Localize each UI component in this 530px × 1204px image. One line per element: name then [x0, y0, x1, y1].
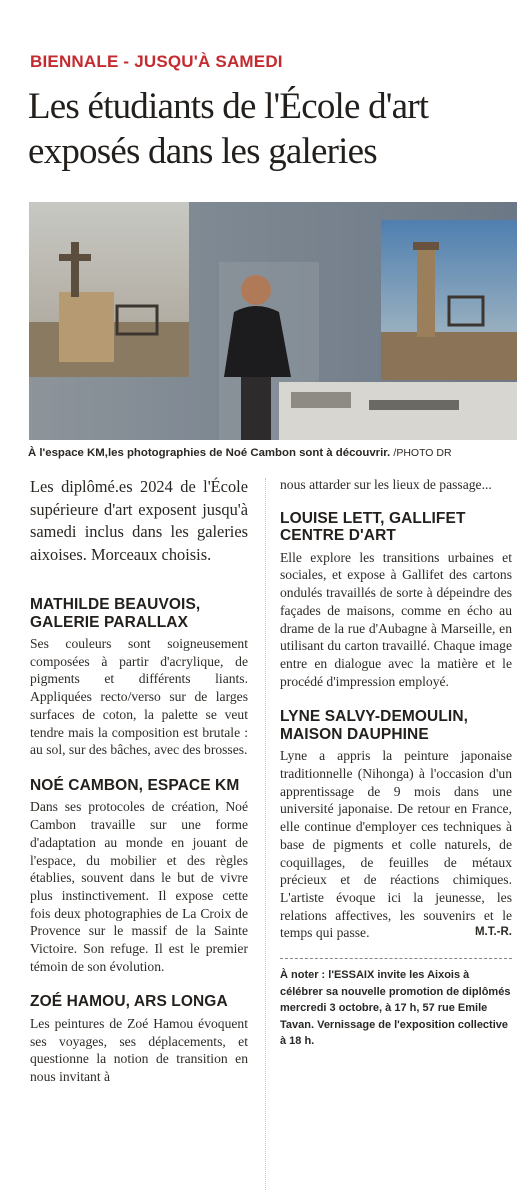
caption-text: À l'espace KM,les photographies de Noé Cambon sont à découvrir.: [28, 447, 391, 459]
photo-illustration: [29, 202, 517, 440]
column-divider: [265, 478, 266, 1190]
note-box: À noter : l'ESSAIX invite les Aixois à célébrer sa nouvelle promotion de diplômés mercredi 3 octobre, à 17 h, 57 rue Emile Tavan. Vernissage de l'exposition collective à 18 h.: [280, 958, 512, 1050]
section-text-body: Lyne a appris la peinture japonaise traditionnelle (Nihonga) à l'occasion d'un apprentissage de 9 mois dans une université japonaise. De retour en France, elle continue d'employer ces techniques à base de pigments et colle naturels, de coquillages, de feuilles de métaux précieux et de réactions chimiques. L'artiste évoque ici la jeunesse, les relations affectives, les souvenirs et le temps qui passe.: [280, 748, 512, 941]
lead-paragraph: Les diplômé.es 2024 de l'École supérieure d'art exposent jusqu'à samedi inclus dans les galeries aixoises. Morceaux choisis.: [30, 477, 248, 564]
headline: Les étudiants de l'École d'art exposés dans les galeries: [28, 86, 429, 172]
section-heading: NOÉ CAMBON, ESPACE KM: [30, 776, 240, 794]
section-text: Dans ses protocoles de création, Noé Cambon travaille sur une forme d'adaptation au monde en jouant de l'espace, du mobilier et des règles établies, souvent dans le but de vivre plus instinctivement. Il expose cette fois deux photographies de La Croix de Provence sur le massif de la Sainte Victoire. Son refuge. Il est le premier témoin de son évolution.: [30, 799, 248, 974]
section-text: Elle explore les transitions urbaines et sociales, et expose à Gallifet des cartons ondulés travaillés de sorte à dépeindre des façades de maisons, comme en écho au drame de la rue d'Aubagne à Marseille, en utilisant du carton travaillé. Chaque image entre en dialogue avec la matière et le procédé d'impression employé.: [280, 549, 512, 689]
section-heading: LYNE SALVY-DEMOULIN, MAISON DAUPHINE: [280, 708, 469, 743]
right-column: [280, 476, 512, 1050]
article-photo: [29, 202, 517, 440]
section-heading: ZOÉ HAMOU, ARS LONGA: [30, 993, 228, 1011]
photo-credit: /PHOTO DR: [393, 447, 452, 459]
section-text-continued: nous attarder sur les lieux de passage...: [280, 477, 492, 492]
kicker: BIENNALE - JUSQU'À SAMEDI: [30, 52, 283, 71]
section-text: Ses couleurs sont soigneusement composées à partir d'acrylique, de pigments et différents liants. Appliquées recto/verso sur de larges surfaces de coton, la palette se veut tendre mais la composition est brutale : au sol, sur des bâches, avec des brosses.: [30, 636, 248, 758]
left-column: [30, 476, 248, 1104]
section-heading: LOUISE LETT, GALLIFET CENTRE D'ART: [280, 509, 466, 545]
section-text: [280, 747, 512, 942]
section-heading: MATHILDE BEAUVOIS, GALERIE PARALLAX: [30, 596, 201, 631]
section-text: Les peintures de Zoé Hamou évoquent ses voyages, ses déplacements, et questionne la notion de transition en nous invitant à: [30, 1015, 248, 1085]
author-signature: M.T.-R.: [474, 926, 512, 939]
photo-caption: [28, 447, 523, 459]
